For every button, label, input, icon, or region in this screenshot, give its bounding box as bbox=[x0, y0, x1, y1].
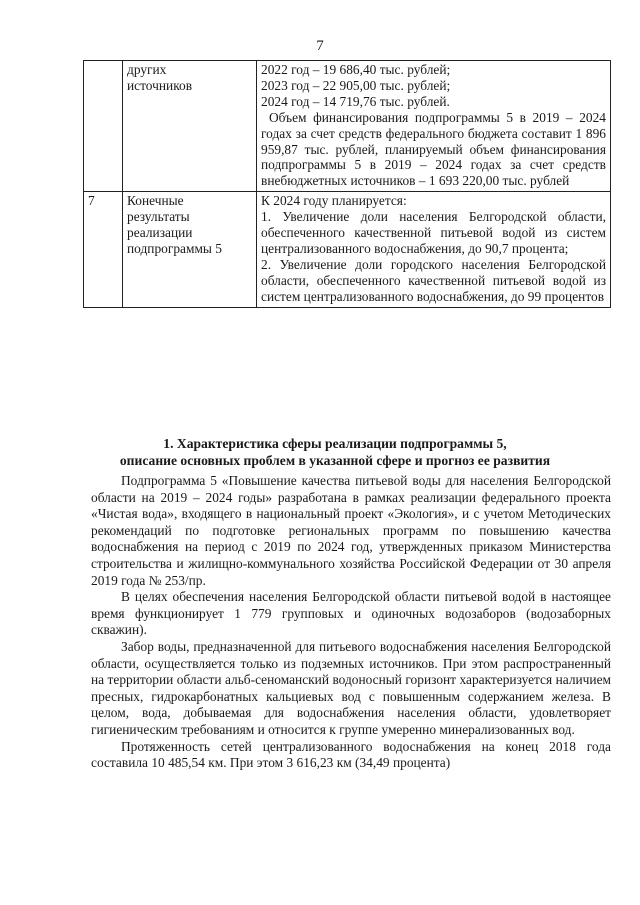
section-body bbox=[91, 473, 611, 772]
paragraph: Протяженность сетей централизованного водоснабжения на конец 2018 года составила 10 485,54 км. При этом 3 616,23 км (34,49 процента) bbox=[91, 738, 611, 771]
row-text-line: 2022 год – 19 686,40 тыс. рублей; bbox=[261, 62, 451, 77]
row-name-line: Конечные bbox=[127, 193, 184, 209]
row-name-line: других bbox=[127, 62, 167, 77]
table-row bbox=[84, 61, 611, 192]
table-row bbox=[84, 192, 611, 307]
row-name-line: реализации bbox=[127, 225, 193, 241]
row-text-line: Объем финансирования подпрограммы 5 в 2019 – 2024 годах за счет средств федерального бюджета составит 1 896 959,87 тыс. рублей, планируемый объем финансирования подпрограммы 5 в 2019 – 2024 годах за счет средств внебюджетных источников – 1 693 220,00 тыс. рублей bbox=[261, 109, 606, 189]
section-title-line-1: 1. Характеристика сферы реализации подпрограммы 5, bbox=[163, 436, 507, 451]
row-text-line: К 2024 году планируется: bbox=[261, 193, 407, 209]
row-name-line: источников bbox=[127, 77, 193, 93]
paragraph: В целях обеспечения населения Белгородской области питьевой водой в настоящее время функционирует 1 779 групповых и одиночных водозаборов (водозаборных скважин). bbox=[91, 589, 611, 638]
paragraph: Забор воды, предназначенной для питьевого водоснабжения населения Белгородской области, осуществляется только из подземных источников. При этом распространенный на территории области альб-сеноманский водоносный горизонт характеризуется наличием пресных, гидрокарбонатных кальциевых вод с повышенным содержанием железа. В целом, вода, добываемая для водоснабжения населения области, удовлетворяет гигиеническим требованиям и относится к группе умеренно минерализованных вод. bbox=[91, 638, 611, 737]
row-name bbox=[123, 192, 257, 307]
section-heading bbox=[40, 436, 630, 469]
row-number: 7 bbox=[84, 192, 123, 307]
page-number: 7 bbox=[316, 38, 324, 54]
row-text-line: 2023 год – 22 905,00 тыс. рублей; bbox=[261, 77, 451, 93]
paragraph: Подпрограмма 5 «Повышение качества питьевой воды для населения Белгородской области на 2019 – 2024 годы» разработана в рамках реализации федерального проекта «Чистая вода», входящего в национальный проект «Экология», и с учетом Методических рекомендаций по подготовке региональных программ по повышению качества водоснабжения на период с 2019 по 2024 год, утвержденных приказом Министерства строительства и жилищно-коммунального хозяйства Российской Федерации от 30 апреля 2019 года № 253/пр. bbox=[91, 473, 611, 588]
subprogram-passport-table bbox=[83, 60, 611, 308]
row-name-line: подпрограммы 5 bbox=[127, 240, 222, 256]
row-name-line: результаты bbox=[127, 209, 190, 225]
row-number bbox=[84, 61, 123, 192]
row-name bbox=[123, 61, 257, 192]
row-text-line: 2. Увеличение доли городского населения Белгородской области, обеспеченного качественной питьевой водой из систем централизованного водоснабжения, до 99 процентов bbox=[261, 256, 606, 304]
row-text bbox=[257, 192, 611, 307]
row-text-line: 1. Увеличение доли населения Белгородской области, обеспеченного качественной питьевой водой из систем централизованного водоснабжения, до 90,7 процента; bbox=[261, 209, 606, 256]
row-text bbox=[257, 61, 611, 192]
section-title-line-2: описание основных проблем в указанной сфере и прогноз ее развития bbox=[119, 452, 551, 468]
row-text-line: 2024 год – 14 719,76 тыс. рублей. bbox=[261, 93, 450, 109]
